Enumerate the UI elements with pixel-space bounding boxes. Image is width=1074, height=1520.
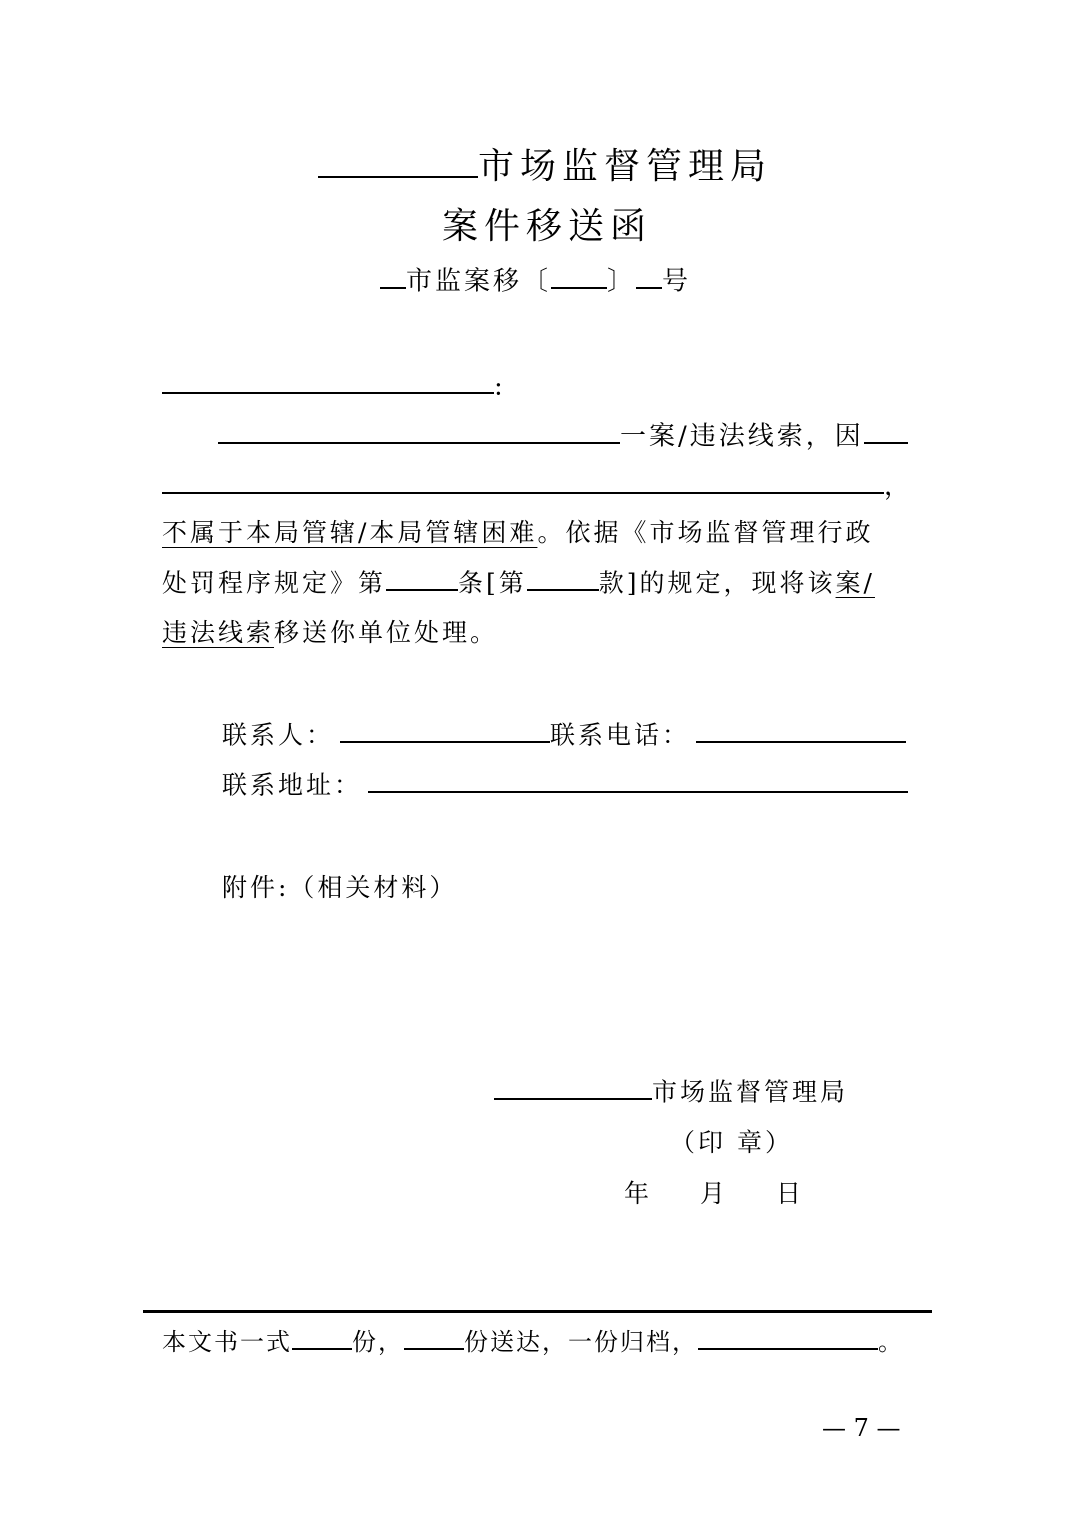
body-line-3 <box>162 513 873 549</box>
bureau-title-line <box>318 138 772 189</box>
body-line-5-rest: 移送你单位处理。 <box>274 618 499 647</box>
body-line-4-a: 处罚程序规定》第 <box>162 568 387 598</box>
body-line-2 <box>162 465 913 502</box>
doc-number-prefix: 市监案移〔 <box>406 266 552 297</box>
contact-phone-blank[interactable] <box>696 715 906 743</box>
attachment-line: 附件:（相关材料） <box>222 873 458 902</box>
footer-seg-3: 份送达，一份归档， <box>464 1328 698 1356</box>
recipient-line <box>162 365 506 401</box>
contact-address-line <box>222 765 908 801</box>
doc-number-year-blank[interactable] <box>551 260 607 289</box>
contact-address-label: 联系地址： <box>222 770 363 800</box>
case-name-blank[interactable] <box>218 415 620 444</box>
seal-label: （印 章） <box>670 1128 793 1157</box>
recipient-blank[interactable] <box>162 365 494 394</box>
doc-number-suffix: 号 <box>662 266 692 297</box>
doc-number-mid: 〕 <box>607 266 637 297</box>
contact-person-label: 联系人： <box>222 720 335 750</box>
reason-blank-start[interactable] <box>864 415 908 444</box>
body-line-5 <box>162 613 498 649</box>
body-line-4 <box>162 563 875 599</box>
date-year: 年 <box>624 1179 653 1208</box>
signature-bureau-suffix: 市场监督管理局 <box>652 1077 849 1107</box>
date-month: 月 <box>700 1179 729 1208</box>
document-number-line <box>380 260 691 297</box>
signature-bureau-line <box>494 1072 848 1108</box>
date-line <box>624 1174 804 1210</box>
footer-rule <box>143 1310 932 1313</box>
body-line-2-end: ， <box>884 471 914 502</box>
case-option-end: 违法线索 <box>162 618 275 647</box>
footer-seg-2: 份， <box>352 1328 404 1356</box>
case-option-start: 案/ <box>835 568 875 598</box>
contact-address-blank[interactable] <box>368 765 908 793</box>
signature-bureau-blank[interactable] <box>494 1072 652 1100</box>
contact-person-blank[interactable] <box>340 715 550 743</box>
body-line-1 <box>218 415 908 452</box>
jurisdiction-option: 不属于本局管辖/本局管辖困难 <box>162 518 538 547</box>
footer-seg-4: 。 <box>878 1328 904 1356</box>
paragraph-blank[interactable] <box>527 563 599 591</box>
document-title: 案件移送函 <box>442 206 653 247</box>
reason-blank[interactable] <box>162 465 884 494</box>
archive-note-blank[interactable] <box>698 1323 878 1350</box>
doc-number-region-blank[interactable] <box>380 260 406 289</box>
page-number: — 7 — <box>822 1414 901 1442</box>
copies-served-blank[interactable] <box>404 1323 464 1350</box>
contact-phone-label: 联系电话： <box>550 720 691 750</box>
footer-seg-1: 本文书一式 <box>162 1328 292 1356</box>
doc-number-serial-blank[interactable] <box>636 260 662 289</box>
body-line-1-text: 一案/违法线索，因 <box>620 421 864 452</box>
body-line-4-b: 条[第 <box>458 568 527 598</box>
footer-line <box>162 1322 904 1357</box>
bureau-name-blank[interactable] <box>318 138 478 178</box>
recipient-colon: : <box>494 371 506 402</box>
bureau-title-suffix: 市场监督管理局 <box>478 146 773 187</box>
contact-person-line <box>222 715 906 751</box>
copies-total-blank[interactable] <box>292 1323 352 1350</box>
date-day: 日 <box>776 1179 805 1208</box>
body-line-4-c: 款]的规定，现将该 <box>598 568 836 598</box>
body-line-3-rest: 。依据《市场监督管理行政 <box>537 518 874 547</box>
article-blank[interactable] <box>386 563 458 591</box>
